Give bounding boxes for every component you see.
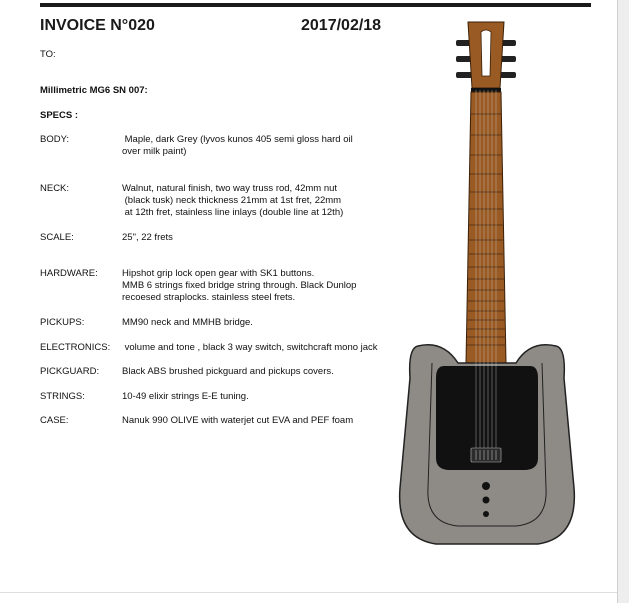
spec-value-body-2: over milk paint) xyxy=(122,146,187,157)
spec-value-hardware-3: recoesed straplocks. stainless steel frets. xyxy=(122,292,296,303)
model-name: Millimetric MG6 SN 007: xyxy=(40,85,148,96)
spec-value-hardware-1: Hipshot grip lock open gear with SK1 buttons. xyxy=(122,268,315,279)
guitar-illustration xyxy=(388,18,588,558)
spec-value-electronics: volume and tone , black 3 way switch, switchcraft mono jack xyxy=(122,342,378,353)
invoice-title: INVOICE N°020 xyxy=(40,17,155,34)
spec-value-pickguard: Black ABS brushed pickguard and pickups covers. xyxy=(122,366,334,377)
spec-label-neck: NECK: xyxy=(40,183,70,194)
bridge xyxy=(471,448,501,462)
spec-value-neck-3: at 12th fret, stainless line inlays (double line at 12th) xyxy=(122,207,344,218)
spec-label-strings: STRINGS: xyxy=(40,391,85,402)
spec-label-pickguard: PICKGUARD: xyxy=(40,366,100,377)
spec-label-hardware: HARDWARE: xyxy=(40,268,98,279)
spec-value-neck-2: (black tusk) neck thickness 21mm at 1st fret, 22mm xyxy=(122,195,342,206)
headstock-slot xyxy=(481,30,491,76)
top-rule xyxy=(40,3,591,7)
spec-value-scale: 25", 22 frets xyxy=(122,232,173,243)
control-knob xyxy=(483,497,490,504)
spec-label-scale: SCALE: xyxy=(40,232,74,243)
invoice-date: 2017/02/18 xyxy=(301,17,382,34)
to-label: TO: xyxy=(40,49,56,60)
specs-heading: SPECS : xyxy=(40,110,79,121)
neck xyxy=(466,92,506,363)
spec-value-neck-1: Walnut, natural finish, two way truss rod, 42mm nut xyxy=(122,183,338,194)
nut xyxy=(471,88,501,92)
spec-value-case: Nanuk 990 OLIVE with waterjet cut EVA and PEF foam xyxy=(122,415,354,426)
spec-label-case: CASE: xyxy=(40,415,69,426)
selector-switch xyxy=(482,482,490,490)
spec-label-pickups: PICKUPS: xyxy=(40,317,85,328)
spec-value-strings: 10-49 elixir strings E-E tuning. xyxy=(122,391,249,402)
spec-label-body: BODY: xyxy=(40,134,70,145)
spec-value-body-1: Maple, dark Grey (lyvos kunos 405 semi gloss hard oil xyxy=(122,134,353,145)
spec-value-pickups: MM90 neck and MMHB bridge. xyxy=(122,317,253,328)
bottom-rule xyxy=(0,592,617,593)
spec-label-electronics: ELECTRONICS: xyxy=(40,342,111,353)
spec-value-hardware-2: MMB 6 strings fixed bridge string through. Black Dunlop xyxy=(122,280,357,291)
output-jack xyxy=(483,511,489,517)
